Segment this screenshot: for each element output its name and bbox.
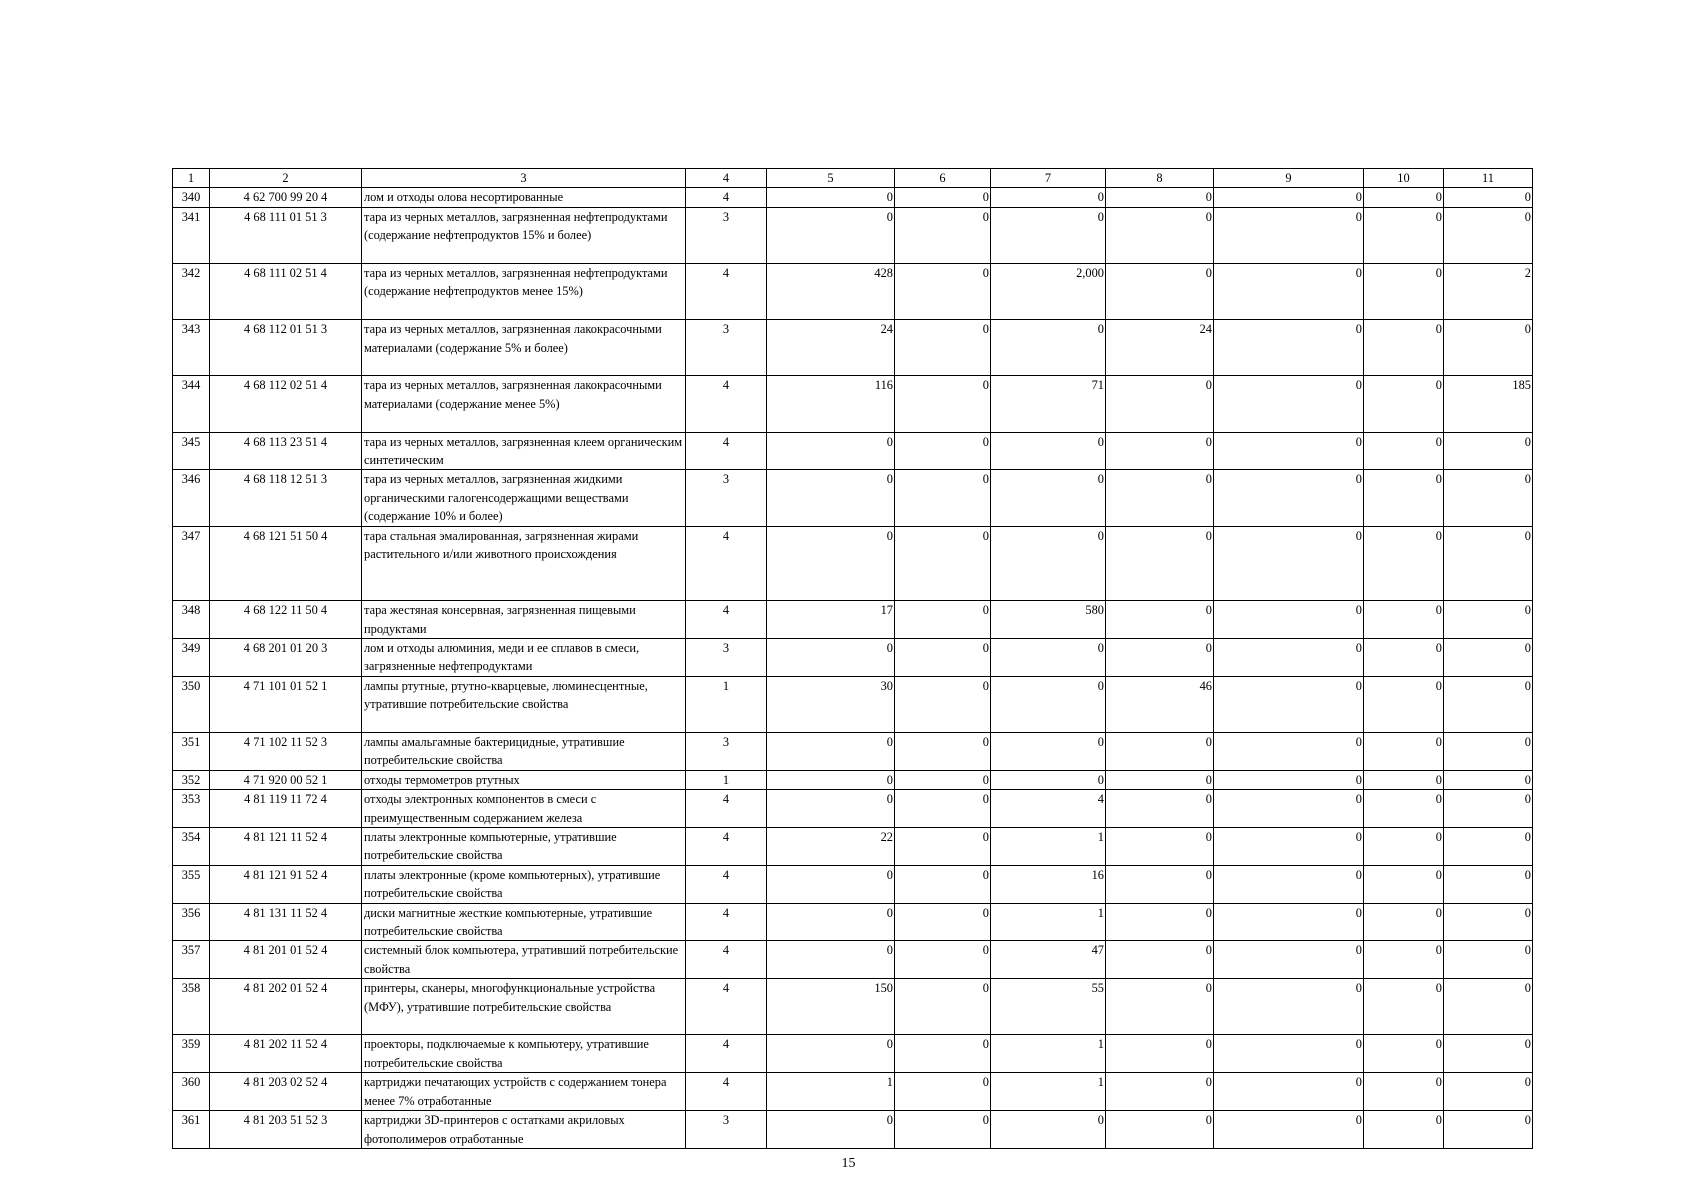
value-cell: 0 (1444, 320, 1533, 376)
value-cell: 0 (1214, 676, 1364, 732)
table-row (173, 790, 1533, 828)
value-cell: 0 (1214, 432, 1364, 470)
value-cell: 0 (895, 264, 991, 320)
value-cell: 0 (895, 770, 991, 789)
row-number: 352 (173, 770, 210, 789)
row-number: 346 (173, 470, 210, 526)
value-cell: 1 (991, 828, 1106, 866)
value-cell: 0 (895, 526, 991, 601)
hazard-class: 1 (686, 770, 767, 789)
waste-name: тара из черных металлов, загрязненная жидкими органическими галогенсодержащими веществами (содержание 10% и более) (362, 470, 686, 526)
table-row (173, 264, 1533, 320)
value-cell: 0 (1444, 770, 1533, 789)
value-cell: 0 (895, 790, 991, 828)
value-cell: 1 (991, 903, 1106, 941)
hazard-class: 4 (686, 790, 767, 828)
waste-code: 4 71 102 11 52 3 (210, 733, 362, 771)
value-cell: 0 (767, 470, 895, 526)
value-cell: 150 (767, 979, 895, 1035)
value-cell: 0 (1364, 790, 1444, 828)
table-row (173, 320, 1533, 376)
value-cell: 0 (1214, 264, 1364, 320)
row-number: 342 (173, 264, 210, 320)
hazard-class: 4 (686, 865, 767, 903)
value-cell: 0 (1106, 1111, 1214, 1149)
value-cell: 0 (1364, 188, 1444, 207)
value-cell: 0 (1214, 865, 1364, 903)
value-cell: 0 (1106, 601, 1214, 639)
value-cell: 0 (1214, 1111, 1364, 1149)
value-cell: 0 (1106, 376, 1214, 432)
hazard-class: 4 (686, 601, 767, 639)
value-cell: 0 (1106, 790, 1214, 828)
waste-name: лом и отходы алюминия, меди и ее сплавов в смеси, загрязненные нефтепродуктами (362, 639, 686, 677)
value-cell: 0 (1214, 903, 1364, 941)
value-cell: 71 (991, 376, 1106, 432)
waste-code: 4 68 112 01 51 3 (210, 320, 362, 376)
value-cell: 0 (1444, 903, 1533, 941)
row-number: 343 (173, 320, 210, 376)
value-cell: 0 (991, 733, 1106, 771)
value-cell: 0 (1364, 676, 1444, 732)
value-cell: 0 (767, 903, 895, 941)
value-cell: 0 (895, 470, 991, 526)
value-cell: 0 (895, 865, 991, 903)
hazard-class: 4 (686, 1073, 767, 1111)
value-cell: 0 (1364, 432, 1444, 470)
value-cell: 0 (1364, 526, 1444, 601)
waste-name: принтеры, сканеры, многофункциональные устройства (МФУ), утратившие потребительские свойства (362, 979, 686, 1035)
value-cell: 0 (1444, 639, 1533, 677)
row-number: 360 (173, 1073, 210, 1111)
value-cell: 0 (1214, 526, 1364, 601)
value-cell: 0 (1364, 770, 1444, 789)
waste-code: 4 68 111 02 51 4 (210, 264, 362, 320)
hazard-class: 3 (686, 1111, 767, 1149)
value-cell: 0 (1106, 979, 1214, 1035)
hazard-class: 1 (686, 676, 767, 732)
value-cell: 0 (1364, 264, 1444, 320)
value-cell: 0 (1364, 320, 1444, 376)
waste-name: картриджи печатающих устройств с содержанием тонера менее 7% отработанные (362, 1073, 686, 1111)
waste-name: тара из черных металлов, загрязненная нефтепродуктами (содержание нефтепродуктов 15% и более) (362, 207, 686, 263)
value-cell: 0 (767, 941, 895, 979)
value-cell: 0 (1444, 601, 1533, 639)
table-row (173, 770, 1533, 789)
waste-code: 4 68 118 12 51 3 (210, 470, 362, 526)
waste-name: отходы термометров ртутных (362, 770, 686, 789)
value-cell: 0 (1106, 188, 1214, 207)
value-cell: 0 (1214, 376, 1364, 432)
row-number: 350 (173, 676, 210, 732)
row-number: 345 (173, 432, 210, 470)
value-cell: 116 (767, 376, 895, 432)
value-cell: 0 (1106, 770, 1214, 789)
value-cell: 0 (991, 770, 1106, 789)
value-cell: 0 (895, 207, 991, 263)
value-cell: 0 (1106, 941, 1214, 979)
value-cell: 185 (1444, 376, 1533, 432)
value-cell: 428 (767, 264, 895, 320)
value-cell: 0 (1444, 1111, 1533, 1149)
value-cell: 0 (991, 207, 1106, 263)
value-cell: 0 (1444, 979, 1533, 1035)
value-cell: 0 (895, 601, 991, 639)
waste-name: тара из черных металлов, загрязненная клеем органическим синтетическим (362, 432, 686, 470)
waste-code: 4 68 122 11 50 4 (210, 601, 362, 639)
row-number: 353 (173, 790, 210, 828)
table-row (173, 207, 1533, 263)
value-cell: 0 (991, 470, 1106, 526)
table-row (173, 376, 1533, 432)
table-row (173, 941, 1533, 979)
table-row (173, 432, 1533, 470)
table-row (173, 979, 1533, 1035)
column-header: 4 (686, 169, 767, 188)
value-cell: 0 (1106, 432, 1214, 470)
waste-name: проекторы, подключаемые к компьютеру, утратившие потребительские свойства (362, 1035, 686, 1073)
value-cell: 30 (767, 676, 895, 732)
value-cell: 0 (1364, 207, 1444, 263)
value-cell: 0 (1364, 1035, 1444, 1073)
value-cell: 0 (1444, 207, 1533, 263)
value-cell: 24 (1106, 320, 1214, 376)
row-number: 355 (173, 865, 210, 903)
table-row (173, 828, 1533, 866)
table-row (173, 188, 1533, 207)
waste-name: диски магнитные жесткие компьютерные, утратившие потребительские свойства (362, 903, 686, 941)
row-number: 340 (173, 188, 210, 207)
waste-code: 4 81 121 91 52 4 (210, 865, 362, 903)
table-row (173, 865, 1533, 903)
value-cell: 0 (895, 1035, 991, 1073)
waste-code: 4 68 111 01 51 3 (210, 207, 362, 263)
value-cell: 0 (895, 320, 991, 376)
waste-table (172, 168, 1533, 1149)
value-cell: 0 (1106, 733, 1214, 771)
value-cell: 0 (1214, 470, 1364, 526)
table-row (173, 601, 1533, 639)
value-cell: 0 (1444, 733, 1533, 771)
waste-name: платы электронные компьютерные, утратившие потребительские свойства (362, 828, 686, 866)
value-cell: 0 (767, 770, 895, 789)
row-number: 344 (173, 376, 210, 432)
row-number: 361 (173, 1111, 210, 1149)
value-cell: 4 (991, 790, 1106, 828)
value-cell: 17 (767, 601, 895, 639)
value-cell: 0 (895, 1073, 991, 1111)
value-cell: 0 (1106, 903, 1214, 941)
value-cell: 0 (1364, 828, 1444, 866)
table-row (173, 1035, 1533, 1073)
row-number: 359 (173, 1035, 210, 1073)
value-cell: 0 (767, 733, 895, 771)
value-cell: 0 (1364, 470, 1444, 526)
column-header: 2 (210, 169, 362, 188)
waste-code: 4 81 203 51 52 3 (210, 1111, 362, 1149)
value-cell: 0 (1214, 188, 1364, 207)
value-cell: 0 (895, 188, 991, 207)
waste-name: системный блок компьютера, утративший потребительские свойства (362, 941, 686, 979)
value-cell: 0 (991, 188, 1106, 207)
value-cell: 0 (895, 903, 991, 941)
value-cell: 2,000 (991, 264, 1106, 320)
hazard-class: 4 (686, 1035, 767, 1073)
waste-code: 4 71 101 01 52 1 (210, 676, 362, 732)
value-cell: 0 (895, 1111, 991, 1149)
row-number: 357 (173, 941, 210, 979)
value-cell: 0 (895, 941, 991, 979)
waste-code: 4 81 202 11 52 4 (210, 1035, 362, 1073)
waste-code: 4 81 201 01 52 4 (210, 941, 362, 979)
value-cell: 24 (767, 320, 895, 376)
value-cell: 0 (1106, 639, 1214, 677)
value-cell: 0 (1214, 320, 1364, 376)
hazard-class: 4 (686, 828, 767, 866)
column-header: 9 (1214, 169, 1364, 188)
row-number: 348 (173, 601, 210, 639)
value-cell: 1 (767, 1073, 895, 1111)
waste-code: 4 68 121 51 50 4 (210, 526, 362, 601)
value-cell: 580 (991, 601, 1106, 639)
hazard-class: 4 (686, 941, 767, 979)
hazard-class: 4 (686, 903, 767, 941)
waste-name: тара из черных металлов, загрязненная лакокрасочными материалами (содержание менее 5%) (362, 376, 686, 432)
value-cell: 0 (767, 526, 895, 601)
column-header: 11 (1444, 169, 1533, 188)
hazard-class: 4 (686, 376, 767, 432)
waste-name: картриджи 3D-принтеров с остатками акриловых фотополимеров отработанные (362, 1111, 686, 1149)
value-cell: 0 (767, 865, 895, 903)
value-cell: 0 (1214, 639, 1364, 677)
hazard-class: 4 (686, 264, 767, 320)
value-cell: 1 (991, 1073, 1106, 1111)
table-row (173, 1111, 1533, 1149)
value-cell: 46 (1106, 676, 1214, 732)
column-header: 6 (895, 169, 991, 188)
hazard-class: 4 (686, 188, 767, 207)
waste-name: лампы амальгамные бактерицидные, утратившие потребительские свойства (362, 733, 686, 771)
value-cell: 0 (1364, 865, 1444, 903)
value-cell: 0 (991, 639, 1106, 677)
table-row (173, 676, 1533, 732)
value-cell: 0 (1444, 188, 1533, 207)
hazard-class: 3 (686, 733, 767, 771)
value-cell: 2 (1444, 264, 1533, 320)
page-number: 15 (841, 1156, 856, 1171)
value-cell: 0 (767, 207, 895, 263)
value-cell: 0 (895, 676, 991, 732)
value-cell: 0 (1364, 1073, 1444, 1111)
value-cell: 0 (1214, 790, 1364, 828)
hazard-class: 3 (686, 470, 767, 526)
value-cell: 0 (895, 376, 991, 432)
table-row (173, 470, 1533, 526)
value-cell: 0 (1364, 639, 1444, 677)
value-cell: 0 (895, 733, 991, 771)
value-cell: 1 (991, 1035, 1106, 1073)
hazard-class: 4 (686, 979, 767, 1035)
value-cell: 0 (1444, 828, 1533, 866)
table-row (173, 733, 1533, 771)
column-header: 1 (173, 169, 210, 188)
row-number: 356 (173, 903, 210, 941)
value-cell: 0 (1444, 526, 1533, 601)
column-header: 3 (362, 169, 686, 188)
value-cell: 0 (1444, 941, 1533, 979)
value-cell: 0 (1364, 979, 1444, 1035)
value-cell: 0 (1106, 207, 1214, 263)
row-number: 347 (173, 526, 210, 601)
hazard-class: 3 (686, 320, 767, 376)
table-row (173, 639, 1533, 677)
waste-code: 4 68 112 02 51 4 (210, 376, 362, 432)
table-body (173, 169, 1533, 1149)
value-cell: 16 (991, 865, 1106, 903)
waste-name: тара из черных металлов, загрязненная нефтепродуктами (содержание нефтепродуктов менее 15%) (362, 264, 686, 320)
value-cell: 0 (1364, 733, 1444, 771)
column-number-row (173, 169, 1533, 188)
value-cell: 0 (1364, 601, 1444, 639)
column-header: 7 (991, 169, 1106, 188)
hazard-class: 3 (686, 639, 767, 677)
column-header: 10 (1364, 169, 1444, 188)
waste-name: тара стальная эмалированная, загрязненная жирами растительного и/или животного происхождения (362, 526, 686, 601)
waste-code: 4 81 119 11 72 4 (210, 790, 362, 828)
value-cell: 22 (767, 828, 895, 866)
waste-code: 4 81 131 11 52 4 (210, 903, 362, 941)
waste-name: отходы электронных компонентов в смеси с преимущественным содержанием железа (362, 790, 686, 828)
value-cell: 0 (991, 320, 1106, 376)
waste-name: платы электронные (кроме компьютерных), утратившие потребительские свойства (362, 865, 686, 903)
column-header: 5 (767, 169, 895, 188)
value-cell: 0 (767, 1035, 895, 1073)
value-cell: 0 (1214, 601, 1364, 639)
value-cell: 0 (1214, 1073, 1364, 1111)
value-cell: 0 (1214, 979, 1364, 1035)
value-cell: 0 (991, 1111, 1106, 1149)
value-cell: 0 (991, 526, 1106, 601)
waste-name: лом и отходы олова несортированные (362, 188, 686, 207)
value-cell: 0 (1106, 865, 1214, 903)
value-cell: 0 (1214, 828, 1364, 866)
row-number: 354 (173, 828, 210, 866)
table-row (173, 903, 1533, 941)
value-cell: 0 (767, 188, 895, 207)
row-number: 351 (173, 733, 210, 771)
value-cell: 0 (1444, 676, 1533, 732)
value-cell: 0 (895, 828, 991, 866)
waste-code: 4 71 920 00 52 1 (210, 770, 362, 789)
value-cell: 0 (767, 1111, 895, 1149)
row-number: 349 (173, 639, 210, 677)
value-cell: 0 (767, 790, 895, 828)
row-number: 341 (173, 207, 210, 263)
waste-name: тара жестяная консервная, загрязненная пищевыми продуктами (362, 601, 686, 639)
waste-name: лампы ртутные, ртутно-кварцевые, люминесцентные, утратившие потребительские свойства (362, 676, 686, 732)
waste-code: 4 81 121 11 52 4 (210, 828, 362, 866)
value-cell: 55 (991, 979, 1106, 1035)
waste-code: 4 81 202 01 52 4 (210, 979, 362, 1035)
value-cell: 0 (1214, 770, 1364, 789)
column-header: 8 (1106, 169, 1214, 188)
waste-code: 4 68 201 01 20 3 (210, 639, 362, 677)
value-cell: 0 (1106, 470, 1214, 526)
value-cell: 0 (1214, 207, 1364, 263)
waste-code: 4 62 700 99 20 4 (210, 188, 362, 207)
value-cell: 0 (1364, 1111, 1444, 1149)
value-cell: 0 (1364, 941, 1444, 979)
value-cell: 0 (767, 639, 895, 677)
value-cell: 0 (1444, 470, 1533, 526)
value-cell: 0 (1106, 1035, 1214, 1073)
value-cell: 0 (1106, 526, 1214, 601)
value-cell: 0 (1214, 941, 1364, 979)
value-cell: 0 (1106, 828, 1214, 866)
value-cell: 0 (1214, 733, 1364, 771)
waste-code: 4 68 113 23 51 4 (210, 432, 362, 470)
value-cell: 0 (1444, 790, 1533, 828)
value-cell: 0 (1106, 1073, 1214, 1111)
value-cell: 0 (1444, 865, 1533, 903)
value-cell: 0 (895, 639, 991, 677)
value-cell: 0 (1444, 1073, 1533, 1111)
hazard-class: 3 (686, 207, 767, 263)
value-cell: 0 (1444, 1035, 1533, 1073)
waste-name: тара из черных металлов, загрязненная лакокрасочными материалами (содержание 5% и более) (362, 320, 686, 376)
value-cell: 0 (767, 432, 895, 470)
value-cell: 0 (1444, 432, 1533, 470)
value-cell: 0 (1364, 903, 1444, 941)
row-number: 358 (173, 979, 210, 1035)
value-cell: 0 (991, 676, 1106, 732)
value-cell: 0 (895, 979, 991, 1035)
hazard-class: 4 (686, 432, 767, 470)
value-cell: 0 (1214, 1035, 1364, 1073)
value-cell: 0 (1364, 376, 1444, 432)
table-row (173, 1073, 1533, 1111)
value-cell: 0 (895, 432, 991, 470)
value-cell: 0 (1106, 264, 1214, 320)
waste-code: 4 81 203 02 52 4 (210, 1073, 362, 1111)
table-row (173, 526, 1533, 601)
value-cell: 47 (991, 941, 1106, 979)
hazard-class: 4 (686, 526, 767, 601)
value-cell: 0 (991, 432, 1106, 470)
